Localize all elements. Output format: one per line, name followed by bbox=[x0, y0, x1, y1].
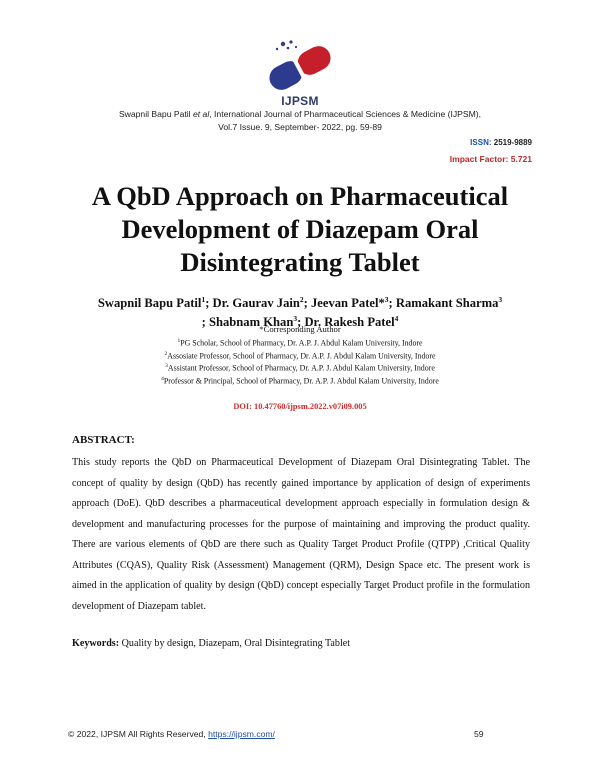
journal-website-link[interactable]: https://ijpsm.com/ bbox=[208, 729, 275, 739]
author-affil-sup: 2 bbox=[299, 295, 304, 304]
author-name: ; Jeevan Patel* bbox=[303, 296, 385, 311]
author-affil-sup: 4 bbox=[394, 314, 399, 324]
author-name: ; Dr. Rakesh Patel bbox=[297, 315, 395, 330]
citation-etal: et al bbox=[193, 109, 210, 119]
affiliation-line bbox=[0, 349, 600, 362]
corresponding-author-note: *Corresponding Author bbox=[259, 324, 341, 334]
author-name: ; Ramakant Sharma bbox=[388, 296, 499, 311]
abstract-heading: ABSTRACT: bbox=[72, 434, 135, 446]
affiliation-sup: 2 bbox=[164, 350, 168, 357]
keywords-label: Keywords: bbox=[72, 638, 120, 649]
page-number: 59 bbox=[474, 729, 484, 739]
affiliations bbox=[0, 336, 600, 387]
abstract-body: This study reports the QbD on Pharmaceutical Development of Diazepam Oral Disintegrating Tablet. The concept of quality by design (QbD) has recently gained importance by application of design of experiments approach (DoE). QbD describes a pharmaceutical development approach especially in formulation design & development and manufacturing processes for the purpose of maintaining and improving the product quality. There are various elements of QbD are there such as Quality Target Product Profile (QTPP) ,Critical Quality Attributes (CQAS), Quality Risk (Assessment) Management (QRM), Design Space etc. The present work is aimed in the application of quality by design (QbD) concept especially Target Product profile in the formulation development of Diazepam tablet. bbox=[72, 457, 530, 612]
impact-factor: Impact Factor: 5.721 bbox=[449, 154, 532, 164]
affiliation-line bbox=[0, 336, 600, 349]
affiliation-sup: 4 bbox=[161, 375, 164, 382]
keywords bbox=[72, 638, 530, 649]
keywords-list: Quality by design, Diazepam, Oral Disintegrating Tablet bbox=[119, 638, 351, 649]
journal-logo-text: IJPSM bbox=[281, 94, 319, 108]
issn-label: ISSN: bbox=[470, 138, 492, 147]
paper-title: A QbD Approach on Pharmaceutical Development of Diazepam Oral Disintegrating Tablet bbox=[91, 181, 509, 277]
issn-value: 2519-9889 bbox=[491, 138, 532, 147]
doi-link[interactable]: DOI: 10.47760/ijpsm.2022.v07i09.005 bbox=[233, 402, 367, 411]
author-name: ; Shabnam Khan bbox=[201, 315, 294, 330]
affiliation-sup: 1 bbox=[177, 338, 181, 344]
citation-header bbox=[60, 108, 540, 134]
affiliation-line bbox=[0, 361, 600, 374]
citation-issue: Vol.7 Issue. 9, September- 2022, pg. 59-89 bbox=[218, 122, 382, 132]
author-name: Swapnil Bapu Patil bbox=[97, 296, 202, 311]
author-name: ; Dr. Gaurav Jain bbox=[205, 296, 300, 311]
ijpsm-capsule-logo bbox=[261, 38, 339, 100]
citation-journal: , International Journal of Pharmaceutical Sciences & Medicine (IJPSM), bbox=[209, 109, 482, 119]
issn bbox=[470, 138, 532, 147]
affiliation-sup: 3 bbox=[165, 363, 168, 370]
footer-copyright bbox=[68, 729, 275, 739]
copyright-text: © 2022, IJPSM All Rights Reserved, bbox=[68, 729, 209, 739]
citation-author: Swapnil Bapu Patil bbox=[118, 109, 191, 119]
author-affil-sup: 3 bbox=[384, 295, 389, 304]
author-affil-sup: 1 bbox=[201, 295, 206, 304]
affiliation-text: Professor & Principal, School of Pharmacy, Dr. A.P. J. Abdul Kalam University, Indore bbox=[163, 376, 439, 386]
affiliation-text: Assistant Professor, School of Pharmacy, Dr. A.P. J. Abdul Kalam University, Indore bbox=[167, 363, 435, 373]
affiliation-text: Assosiate Professor, School of Pharmacy, Dr. A.P. J. Abdul Kalam University, Indore bbox=[167, 351, 436, 361]
author-affil-sup: 3 bbox=[498, 295, 503, 304]
affiliation-line bbox=[0, 374, 600, 387]
author-affil-sup: 3 bbox=[293, 314, 298, 324]
affiliation-text: PG Scholar, School of Pharmacy, Dr. A.P. J. Abdul Kalam University, Indore bbox=[180, 338, 423, 348]
